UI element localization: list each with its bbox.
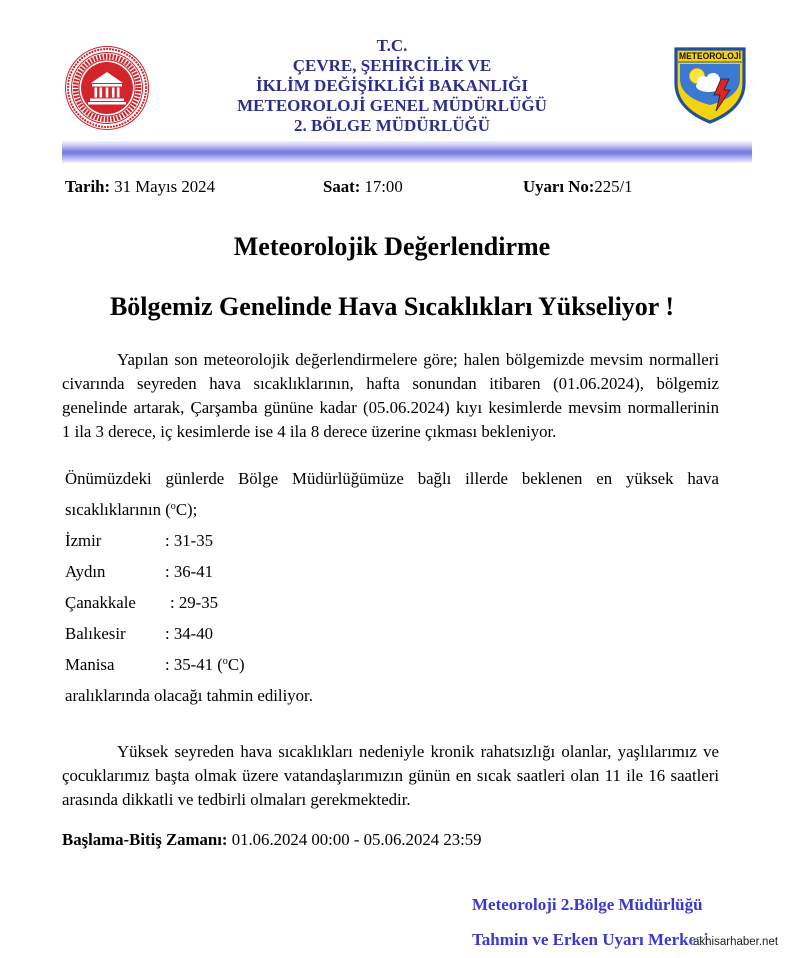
city-name: Balıkesir (65, 624, 126, 643)
paragraph-line-text: C); (175, 500, 198, 519)
header-line-ministry-2: İKLİM DEĞİŞİKLİĞİ BAKANLIĞI (255, 76, 529, 95)
city-name: Çanakkale (65, 593, 136, 612)
header-line-ministry-1: ÇEVRE, ŞEHİRCİLİK VE (292, 56, 492, 75)
paragraph-line: Yapılan son meteorolojik değerlendirmelere göre; halen bölgemizde mevsim normalleri (117, 350, 719, 369)
paragraph-line: genelinde artarak, Çarşamba gününe kadar (05.06.2024) kıyı kesimlerde mevsim normallerinin (62, 398, 719, 417)
paragraph-line: civarında seyreden hava sıcaklıklarının, hafta sonundan itibaren (01.06.2024), bölgemiz (62, 374, 719, 393)
header-divider-bar (62, 141, 752, 163)
paragraph-line-text: sıcaklıklarının ( (65, 500, 171, 519)
paragraph-line: Önümüzdeki günlerde Bölge Müdürlüğümüze bağlı illerde beklenen en yüksek hava (65, 469, 719, 488)
city-row-balikesir (62, 618, 719, 649)
city-name: Manisa (65, 655, 115, 674)
institution-header (192, 36, 592, 136)
paragraph-line: Yüksek seyreden hava sıcaklıkları nedeniyle kronik rahatsızlığı olanlar, yaşlılarımız ve (117, 742, 719, 761)
validity-label: Başlama-Bitiş Zamanı: (62, 830, 228, 849)
signature-center: Tahmin ve Erken Uyarı Merkezi (472, 930, 709, 949)
city-row-izmir (62, 525, 719, 556)
paragraph-line (62, 494, 719, 525)
city-temperature-range: : 31-35 (165, 531, 214, 550)
city-name: İzmir (65, 531, 102, 550)
time-label: Saat: (323, 177, 361, 196)
validity-value: 01.06.2024 00:00 - 05.06.2024 23:59 (231, 830, 482, 849)
city-temperature-range: : 34-40 (165, 624, 214, 643)
city-row-aydin (62, 556, 719, 587)
document-subtitle: Bölgemiz Genelinde Hava Sıcaklıkları Yükseliyor ! (109, 292, 675, 321)
paragraph-line: çocuklarımız başta olmak üzere vatandaşlarımızın günün en sıcak saatleri olan 11 ile 16 saatleri (62, 766, 719, 785)
paragraph-line: aralıklarında olacağı tahmin ediliyor. (65, 686, 313, 705)
warning-number-field (523, 177, 633, 197)
advice-paragraph (62, 740, 719, 812)
degree-superscript: o (170, 500, 176, 512)
city-temperature-range: : 29-35 (170, 593, 219, 612)
intro-paragraph (62, 348, 719, 444)
document-title: Meteorolojik Değerlendirme (233, 232, 551, 261)
shield-title-text: METEOROLOJİ (679, 51, 741, 61)
meteorology-shield-icon (672, 45, 748, 125)
forecast-paragraph (62, 463, 719, 711)
paragraph-line: 1 ila 3 derece, iç kesimlerde ise 4 ila 8 derece üzerine çıkması bekleniyor. (62, 422, 557, 441)
city-range-text: : 35-41 ( (165, 655, 223, 674)
city-range-unit: C) (227, 655, 245, 674)
city-row-manisa (62, 649, 719, 680)
signature-office: Meteoroloji 2.Bölge Müdürlüğü (472, 895, 703, 914)
city-temperature-range (165, 655, 245, 674)
warning-number-label: Uyarı No: (523, 177, 595, 196)
city-row-canakkale (62, 587, 719, 618)
city-name: Aydın (65, 562, 106, 581)
time-field (323, 177, 403, 197)
date-label: Tarih: (65, 177, 111, 196)
validity-period (62, 828, 719, 852)
paragraph-line: arasında dikkatli ve tedbirli olmaları gerekmektedir. (62, 790, 411, 809)
date-field (65, 177, 215, 197)
header-line-country: T.C. (376, 36, 408, 55)
site-watermark: akhisarhaber.net (693, 936, 779, 948)
header-line-directorate: METEOROLOJİ GENEL MÜDÜRLÜĞÜ (237, 96, 547, 115)
degree-superscript: o (222, 655, 228, 667)
city-temperature-range: : 36-41 (165, 562, 214, 581)
header-line-region: 2. BÖLGE MÜDÜRLÜĞÜ (294, 116, 490, 135)
warning-number-value: 225/1 (594, 177, 633, 196)
date-value: 31 Mayıs 2024 (114, 177, 215, 196)
time-value: 17:00 (364, 177, 403, 196)
ministry-seal-icon (64, 45, 150, 131)
